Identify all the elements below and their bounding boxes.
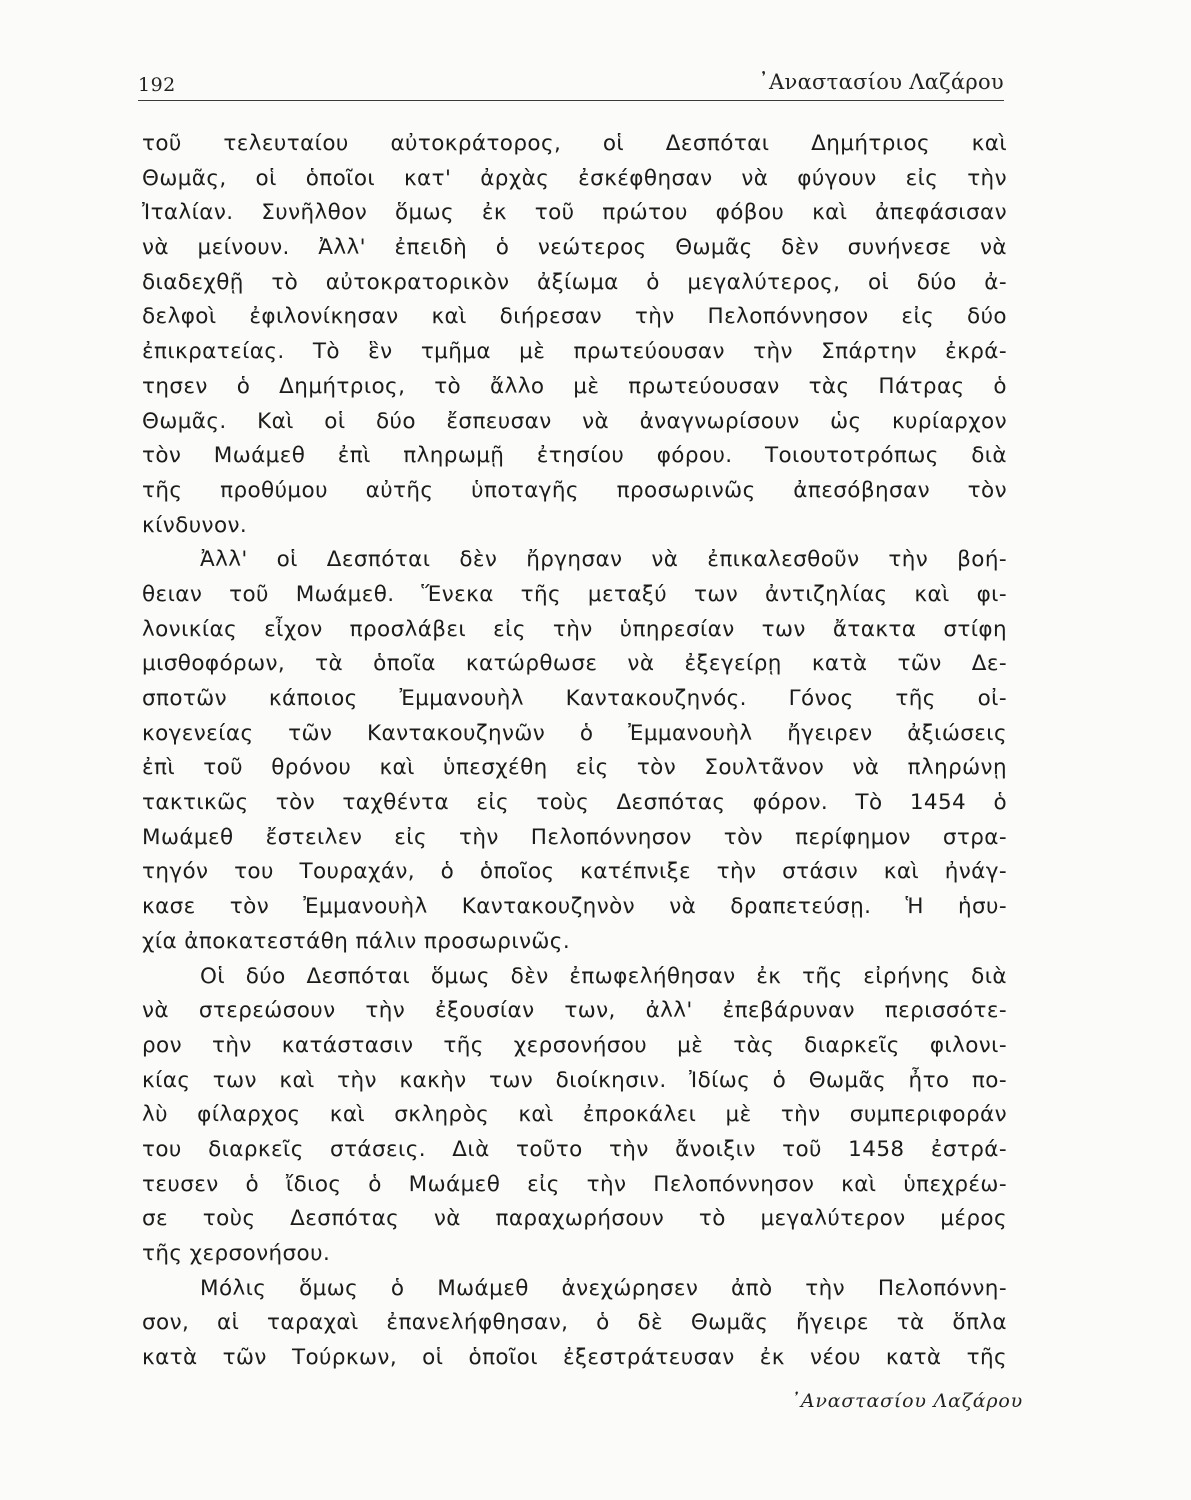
text-line: σον, αἱ ταραχαὶ ἐπανελήφθησαν, ὁ δὲ Θωμᾶς ἤγειρε τὰ ὅπλα bbox=[142, 1310, 1007, 1336]
text-line: τῆς προθύμου αὐτῆς ὑποταγῆς προσωρινῶς ἀπεσόβησαν τὸν bbox=[142, 477, 1007, 503]
text-line: Μωάμεθ ἔστειλεν εἰς τὴν Πελοπόννησον τὸν περίφημον στρα- bbox=[142, 824, 1007, 850]
text-line: διαδεχθῇ τὸ αὐτοκρατορικὸν ἀξίωμα ὁ μεγαλύτερος, οἱ δύο ἀ- bbox=[142, 269, 1007, 295]
text-line: Ἀλλ' οἱ Δεσπόται δὲν ἤργησαν νὰ ἐπικαλεσθοῦν τὴν βοή- bbox=[200, 547, 1007, 573]
text-line: κίνδυνον. bbox=[142, 512, 248, 538]
text-line: νὰ μείνουν. Ἀλλ' ἐπειδὴ ὁ νεώτερος Θωμᾶς δὲν συνήνεσε νὰ bbox=[142, 235, 1007, 261]
text-line: τὸν Μωάμεθ ἐπὶ πληρωμῇ ἐτησίου φόρου. Τοιουτοτρόπως διὰ bbox=[142, 443, 1007, 469]
text-line: ρον τὴν κατάστασιν τῆς χερσονήσου μὲ τὰς διαρκεῖς φιλονι- bbox=[142, 1032, 1007, 1058]
text-line: Θωμᾶς. Καὶ οἱ δύο ἔσπευσαν νὰ ἀναγνωρίσουν ὡς κυρίαρχον bbox=[142, 408, 1007, 434]
text-line: θειαν τοῦ Μωάμεθ. Ἕνεκα τῆς μεταξύ των ἀντιζηλίας καὶ φι- bbox=[142, 581, 1007, 607]
text-line: χία ἀποκατεστάθη πάλιν προσωρινῶς. bbox=[142, 928, 571, 954]
text-line: τηγόν του Τουραχάν, ὁ ὁποῖος κατέπνιξε τὴν στάσιν καὶ ἠνάγ- bbox=[142, 859, 1007, 885]
text-line: τῆς χερσονήσου. bbox=[142, 1241, 331, 1266]
text-line: κασε τὸν Ἐμμανουὴλ Καντακουζηνὸν νὰ δραπετεύσῃ. Ἡ ἡσυ- bbox=[142, 894, 1007, 920]
text-line: κογενείας τῶν Καντακουζηνῶν ὁ Ἐμμανουὴλ ἤγειρεν ἀξιώσεις bbox=[142, 720, 1007, 746]
running-head: ᾿Αναστασίου Λαζάρου bbox=[758, 70, 1004, 94]
text-line: λονικίας εἶχον προσλάβει εἰς τὴν ὑπηρεσίαν των ἄτακτα στίφη bbox=[142, 616, 1007, 642]
text-line: λὺ φίλαρχος καὶ σκληρὸς καὶ ἐπροκάλει μὲ τὴν συμπεριφοράν bbox=[142, 1102, 1007, 1128]
text-line: δελφοὶ ἐφιλονίκησαν καὶ διήρεσαν τὴν Πελοπόννησον εἰς δύο bbox=[142, 304, 1007, 330]
page-header bbox=[138, 56, 1004, 101]
text-line: ἐπὶ τοῦ θρόνου καὶ ὑπεσχέθη εἰς τὸν Σουλτᾶνον νὰ πληρώνῃ bbox=[142, 755, 1007, 781]
text-line: Ἰταλίαν. Συνῆλθον ὅμως ἐκ τοῦ πρώτου φόβου καὶ ἀπεφάσισαν bbox=[142, 200, 1007, 226]
text-line: ἐπικρατείας. Τὸ ἓν τμῆμα μὲ πρωτεύουσαν τὴν Σπάρτην ἐκρά- bbox=[142, 339, 1007, 365]
text-line: Θωμᾶς, οἱ ὁποῖοι κατ' ἀρχὰς ἐσκέφθησαν νὰ φύγουν εἰς τὴν bbox=[142, 165, 1007, 191]
text-line: τοῦ τελευταίου αὐτοκράτορος, οἱ Δεσπόται Δημήτριος καὶ bbox=[142, 131, 1007, 156]
text-line: μισθοφόρων, τὰ ὁποῖα κατώρθωσε νὰ ἐξεγείρῃ κατὰ τῶν Δε- bbox=[142, 651, 1007, 677]
text-line: σε τοὺς Δεσπότας νὰ παραχωρήσουν τὸ μεγαλύτερον μέρος bbox=[142, 1206, 1007, 1232]
text-line: σποτῶν κάποιος Ἐμμανουὴλ Καντακουζηνός. Γόνος τῆς οἰ- bbox=[142, 686, 1007, 711]
text-line: Οἱ δύο Δεσπόται ὅμως δὲν ἐπωφελήθησαν ἐκ τῆς εἰρήνης διὰ bbox=[200, 963, 1007, 989]
text-line: κατὰ τῶν Τούρκων, οἱ ὁποῖοι ἐξεστράτευσαν ἐκ νέου κατὰ τῆς bbox=[142, 1345, 1007, 1371]
page-number: 192 bbox=[138, 74, 176, 96]
text-line: Μόλις ὅμως ὁ Μωάμεθ ἀνεχώρησεν ἀπὸ τὴν Πελοπόννη- bbox=[200, 1275, 1007, 1301]
text-line: τακτικῶς τὸν ταχθέντα εἰς τοὺς Δεσπότας φόρον. Τὸ 1454 ὁ bbox=[142, 790, 1007, 816]
text-line: κίας των καὶ τὴν κακὴν των διοίκησιν. Ἰδίως ὁ Θωμᾶς ἦτο πο- bbox=[142, 1067, 1007, 1093]
footer-signature: ᾿Αναστασίου Λαζάρου bbox=[790, 1390, 1023, 1412]
body-text bbox=[142, 127, 1007, 1376]
text-line: τευσεν ὁ ἴδιος ὁ Μωάμεθ εἰς τὴν Πελοπόννησον καὶ ὑπεχρέω- bbox=[142, 1171, 1007, 1197]
text-line: τησεν ὁ Δημήτριος, τὸ ἄλλο μὲ πρωτεύουσαν τὰς Πάτρας ὁ bbox=[142, 373, 1007, 399]
text-line: του διαρκεῖς στάσεις. Διὰ τοῦτο τὴν ἄνοιξιν τοῦ 1458 ἐστρά- bbox=[142, 1136, 1007, 1162]
text-line: νὰ στερεώσουν τὴν ἐξουσίαν των, ἀλλ' ἐπεβάρυναν περισσότε- bbox=[142, 998, 1007, 1024]
